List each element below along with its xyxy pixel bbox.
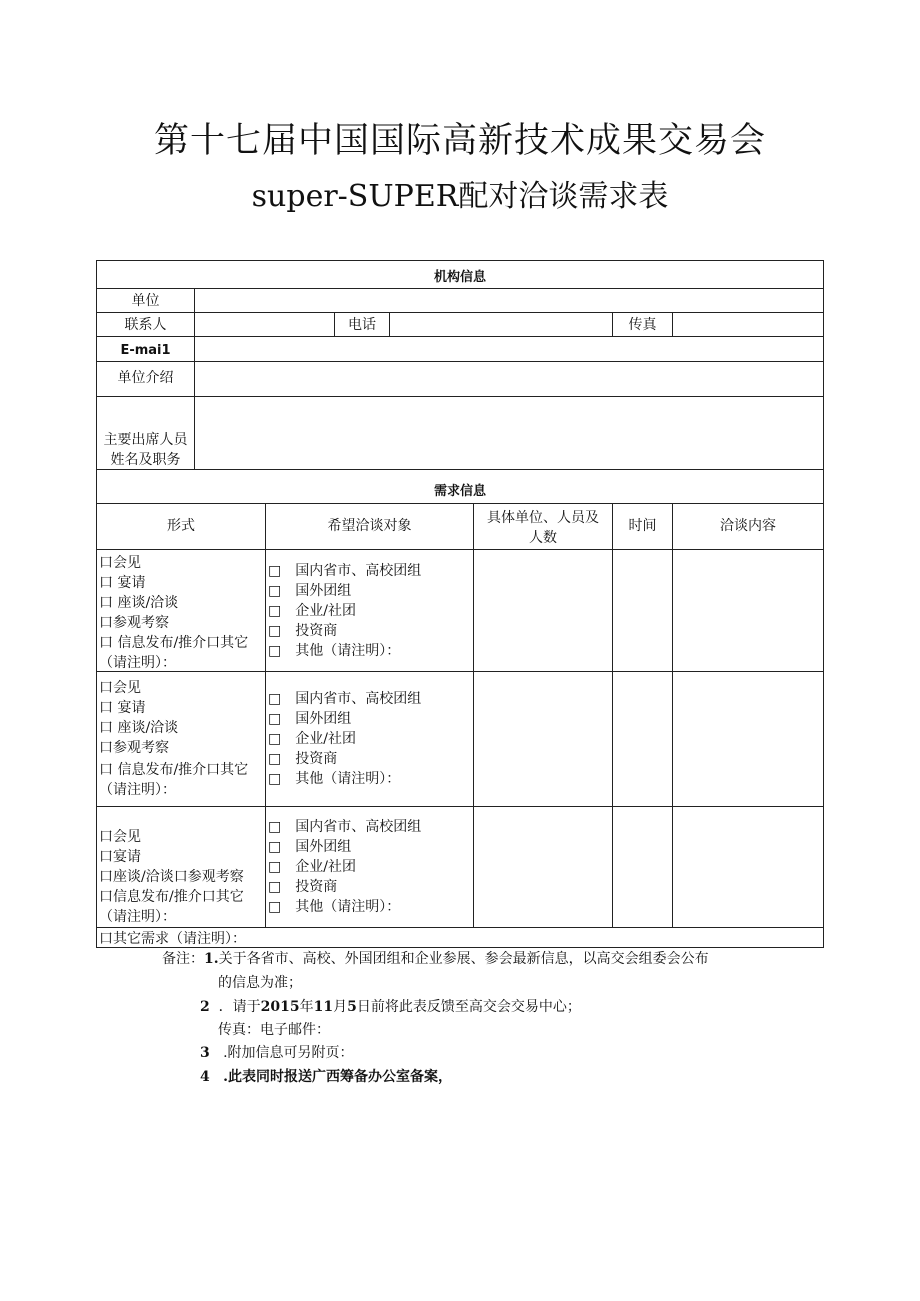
document-title: 第十七届中国国际高新技术成果交易会 — [153, 121, 766, 161]
form-option-visit[interactable]: 口参观考察 — [99, 615, 169, 631]
contact-label: 联系人 — [124, 317, 167, 333]
target-option-enterprise[interactable]: □ 企业/社团 — [268, 731, 356, 747]
col-target-header: 希望洽谈对象 — [327, 518, 412, 534]
form-option-discussion[interactable]: 口 座谈/洽谈 — [99, 595, 179, 611]
note-3-text: .附加信息可另附页： — [223, 1045, 354, 1061]
target-option-other[interactable]: □ 其他（请注明）： — [268, 643, 401, 659]
form-option-specify: （请注明）： — [99, 909, 176, 925]
note-2-text-a: ．请于 — [218, 999, 261, 1015]
form-option-release-other[interactable]: 口 信息发布/推介口其它 — [99, 635, 249, 651]
note-2-year: 2015 — [260, 999, 300, 1015]
note-2-day: 5 — [347, 999, 357, 1015]
target-option-domestic[interactable]: □ 国内省市、高校团组 — [268, 819, 422, 835]
col-form-header: 形式 — [167, 518, 195, 534]
note-4 — [200, 1066, 452, 1088]
phone-label: 电话 — [348, 317, 376, 333]
unit-field[interactable] — [195, 289, 823, 312]
document-subtitle: super-SUPER配对洽谈需求表 — [251, 179, 669, 214]
form-option-meeting[interactable]: 口会见 — [99, 680, 141, 696]
note-2-number: 2 — [200, 999, 210, 1015]
note-2-continued: 传真：电子邮件： — [218, 1022, 330, 1038]
note-2 — [200, 996, 581, 1018]
attendees-label-line1: 主要出席人员 — [103, 432, 188, 448]
form-option-discussion-visit[interactable]: 口座谈/洽谈口参观考察 — [99, 869, 244, 885]
fax-label: 传真 — [628, 317, 657, 333]
target-option-foreign[interactable]: □ 国外团组 — [268, 711, 352, 727]
email-label: E-mai1 — [120, 343, 171, 358]
form-option-visit[interactable]: 口参观考察 — [99, 740, 169, 756]
note-2-text-d: 日前将此表反馈至高交会交易中心； — [356, 999, 581, 1015]
col-detail-header-line1: 具体单位、人员及 — [487, 510, 599, 526]
unit-label: 单位 — [131, 293, 160, 309]
form-option-meeting[interactable]: 口会见 — [99, 829, 141, 845]
note-2-month: 11 — [313, 999, 334, 1015]
target-option-other[interactable]: □ 其他（请注明）： — [268, 771, 401, 787]
unit-intro-label: 单位介绍 — [117, 370, 174, 386]
col-time-header: 时间 — [628, 518, 657, 534]
target-option-investor[interactable]: □ 投资商 — [268, 751, 338, 767]
unit-intro-field[interactable] — [195, 362, 823, 396]
form-option-release-other[interactable]: 口信息发布/推介口其它 — [99, 889, 244, 905]
note-4-number: 4 — [200, 1069, 210, 1085]
other-needs-option[interactable]: 口其它需求（请注明）： — [99, 931, 246, 947]
note-2-text-c: 月 — [333, 999, 348, 1015]
form-option-banquet[interactable]: 口 宴请 — [99, 575, 146, 591]
target-option-domestic[interactable]: □ 国内省市、高校团组 — [268, 563, 422, 579]
form-option-specify: （请注明）： — [99, 655, 176, 671]
target-option-domestic[interactable]: □ 国内省市、高校团组 — [268, 691, 422, 707]
attendees-label-line2: 姓名及职务 — [110, 452, 181, 468]
target-option-other[interactable]: □ 其他（请注明）： — [268, 899, 401, 915]
note-2-text-b: 年 — [299, 999, 314, 1015]
contact-field[interactable] — [195, 313, 334, 336]
col-content-header: 洽谈内容 — [720, 518, 776, 534]
phone-field[interactable] — [390, 313, 612, 336]
note-3-number: 3 — [200, 1045, 210, 1061]
note-3 — [200, 1042, 354, 1064]
email-field[interactable] — [195, 337, 823, 361]
form-option-discussion[interactable]: 口 座谈/洽谈 — [99, 720, 179, 736]
note-1 — [162, 948, 709, 970]
target-option-foreign[interactable]: □ 国外团组 — [268, 839, 352, 855]
note-1-text: 关于各省市、高校、外国团组和企业参展、参会最新信息，以高交会组委会公布 — [218, 951, 709, 967]
form-option-specify: （请注明）： — [99, 782, 176, 798]
org-section-header: 机构信息 — [433, 270, 486, 285]
form-option-release-other[interactable]: 口 信息发布/推介口其它 — [99, 762, 249, 778]
form-option-meeting[interactable]: 口会见 — [99, 555, 141, 571]
target-option-foreign[interactable]: □ 国外团组 — [268, 583, 352, 599]
note-1-number: 1. — [204, 951, 219, 967]
attendees-field[interactable] — [195, 397, 823, 469]
target-option-enterprise[interactable]: □ 企业/社团 — [268, 603, 356, 619]
form-option-banquet[interactable]: 口 宴请 — [99, 700, 146, 716]
target-option-investor[interactable]: □ 投资商 — [268, 879, 338, 895]
note-4-text: .此表同时报送广西筹备办公室备案， — [223, 1069, 452, 1085]
note-1-continued: 的信息为准； — [218, 975, 302, 991]
demand-section-header: 需求信息 — [433, 484, 486, 499]
note-prefix: 备注： — [162, 951, 204, 967]
form-table — [96, 260, 824, 948]
target-option-enterprise[interactable]: □ 企业/社团 — [268, 859, 356, 875]
form-option-banquet[interactable]: 口宴请 — [99, 849, 141, 865]
target-option-investor[interactable]: □ 投资商 — [268, 623, 338, 639]
col-detail-header-line2: 人数 — [529, 530, 557, 546]
fax-field[interactable] — [673, 313, 823, 336]
